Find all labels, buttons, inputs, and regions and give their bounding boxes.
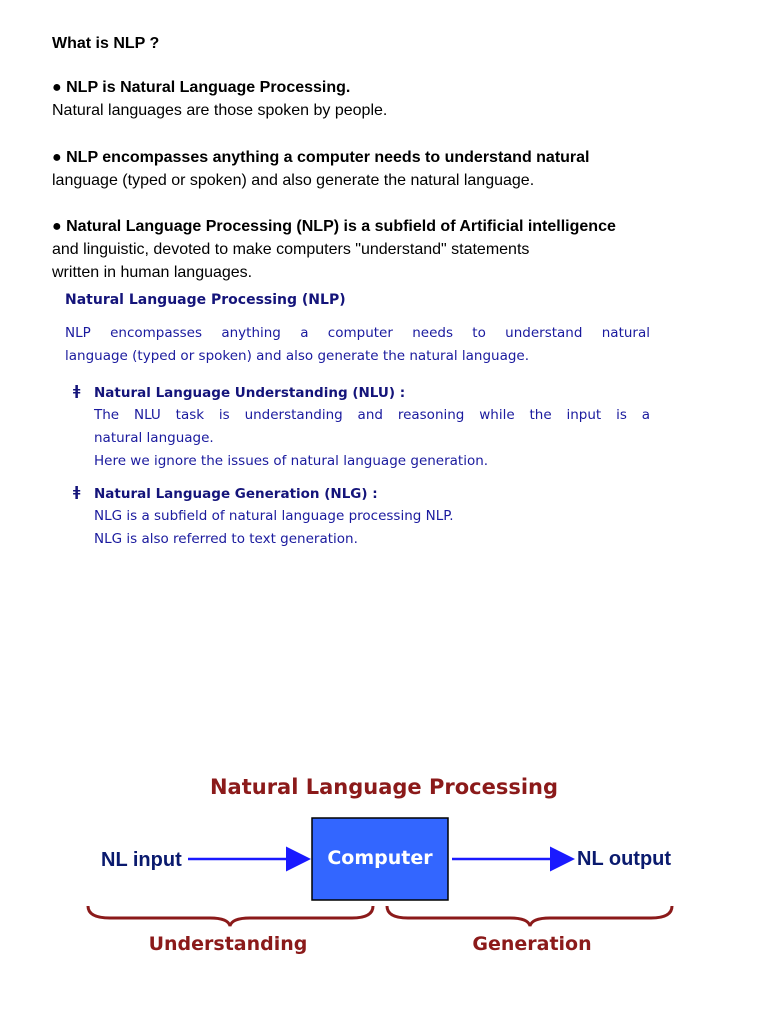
slide-para-line2: language (typed or spoken) and also generate the natural language.: [65, 348, 530, 364]
bullet-dot: ●: [52, 218, 62, 235]
nlu-line1: The NLU task is understanding and reasoning while the input is a: [94, 407, 650, 423]
nlp-slide: [65, 292, 650, 551]
nlu-title: Natural Language Understanding (NLU) :: [94, 385, 406, 401]
point-2-heading: NLP encompasses anything a computer needs to understand natural: [66, 149, 590, 166]
nl-input-label: NL input: [101, 849, 182, 871]
point-3-text-line2: written in human languages.: [52, 264, 253, 281]
point-3-heading: Natural Language Processing (NLP) is a subfield of Artificial intelligence: [66, 218, 616, 235]
diagram-title: Natural Language Processing: [209, 775, 559, 799]
nlg-title: Natural Language Generation (NLG) :: [94, 486, 378, 502]
point-3: [52, 215, 732, 284]
computer-label: Computer: [327, 847, 433, 869]
nlu-line3: Here we ignore the issues of natural language generation.: [94, 453, 489, 469]
bullet-icon: ǂ: [73, 484, 81, 500]
left-brace: [88, 906, 373, 926]
bullet-dot: ●: [52, 149, 62, 166]
right-brace: [387, 906, 672, 926]
nlg-section: [65, 484, 650, 551]
point-3-text-line1: and linguistic, devoted to make computers "understand" statements: [52, 241, 530, 258]
bullet-icon: ǂ: [73, 383, 81, 399]
question-heading: What is NLP ?: [52, 35, 160, 52]
bullet-dot: ●: [52, 79, 62, 96]
nlg-line2: NLG is also referred to text generation.: [94, 531, 358, 547]
generation-label: Generation: [472, 933, 592, 955]
slide-para-line1: NLP encompasses anything a computer needs to understand natural: [65, 325, 650, 341]
point-1-heading: NLP is Natural Language Processing.: [66, 79, 351, 96]
point-1-text: Natural languages are those spoken by people.: [52, 102, 388, 119]
point-1: [52, 76, 732, 122]
point-2-text: language (typed or spoken) and also generate the natural language.: [52, 172, 535, 189]
nlu-section: [65, 383, 650, 473]
nl-output-label: NL output: [577, 848, 672, 870]
slide-title: Natural Language Processing (NLP): [65, 292, 346, 308]
point-2: [52, 146, 732, 192]
nlu-line2: natural language.: [94, 430, 214, 446]
understanding-label: Understanding: [148, 933, 308, 955]
nlp-diagram: [0, 760, 768, 990]
nlg-line1: NLG is a subfield of natural language processing NLP.: [94, 508, 454, 524]
